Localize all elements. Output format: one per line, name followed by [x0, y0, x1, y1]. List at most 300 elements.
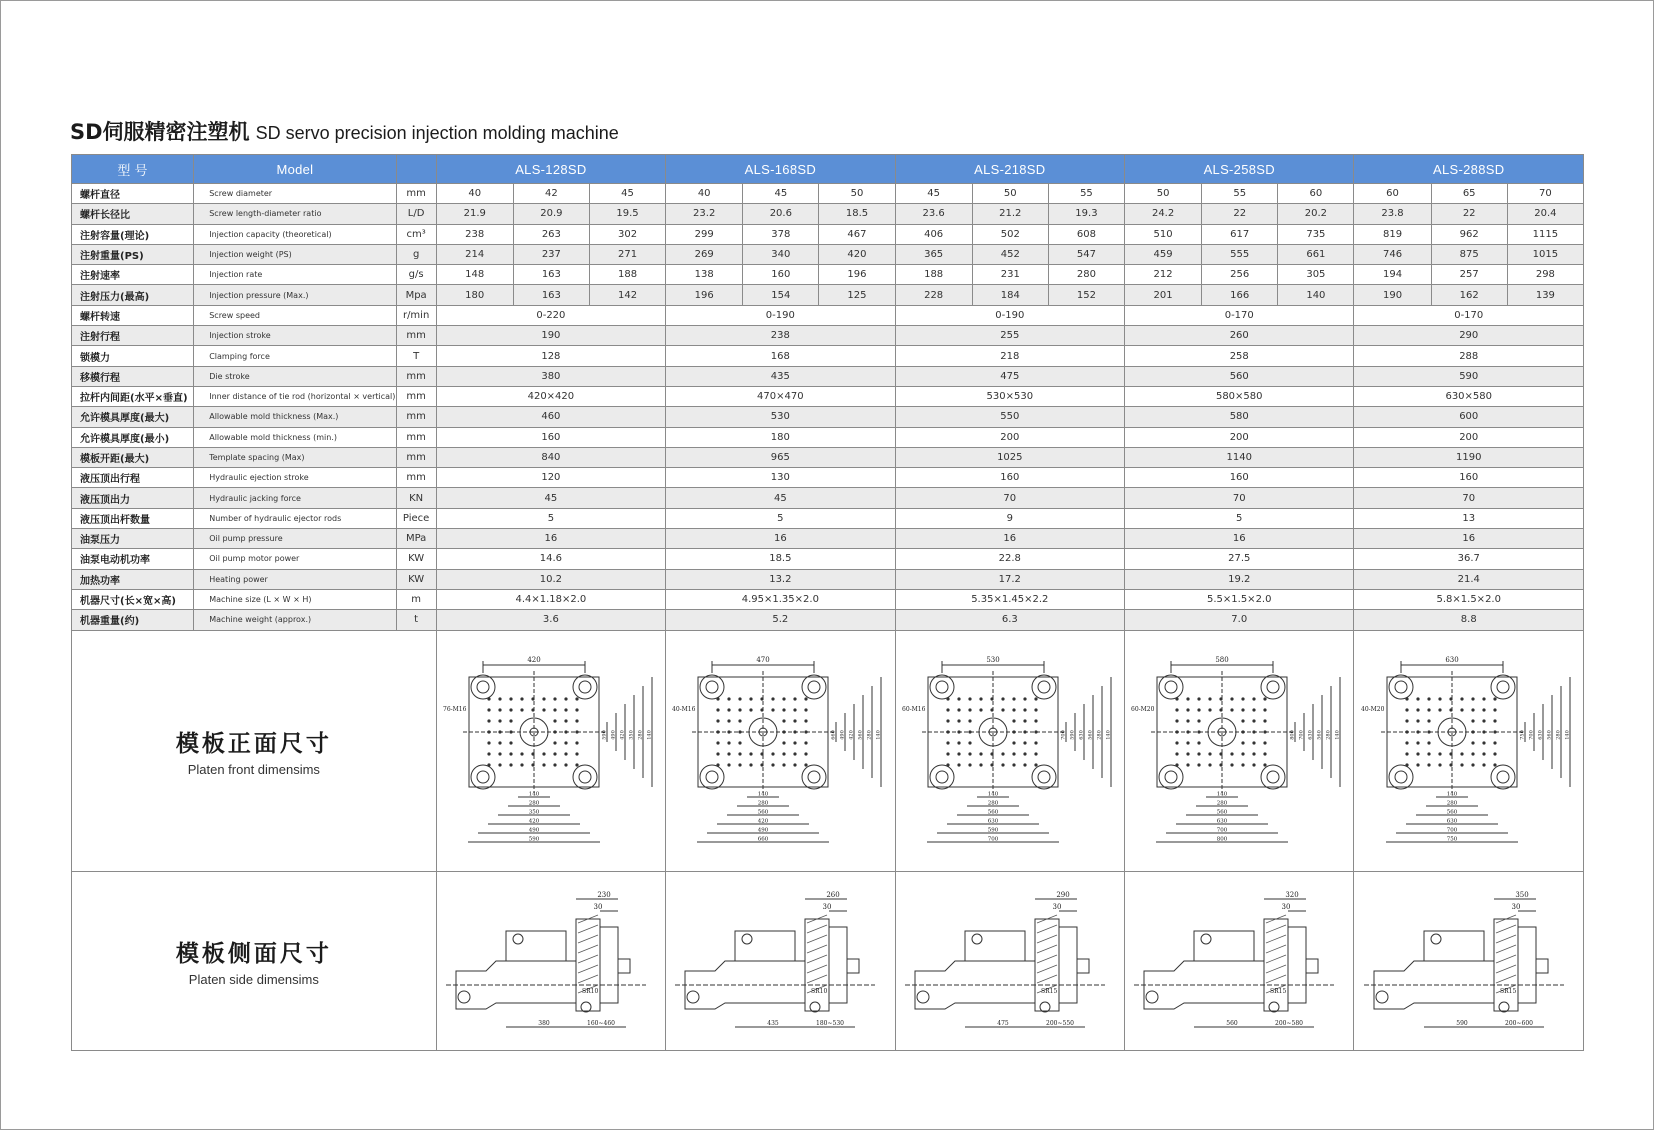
param-name-en: Screw length-diameter ratio — [194, 204, 396, 224]
param-unit: mm — [396, 468, 436, 488]
header-label-en: Model — [194, 155, 396, 184]
value-cell: 19.5 — [589, 204, 665, 224]
table-row — [72, 224, 1584, 244]
value-cell: 22 — [1202, 204, 1278, 224]
value-cell: 365 — [895, 244, 972, 264]
value-cell: 580×580 — [1125, 386, 1354, 406]
table-row — [72, 427, 1584, 447]
value-cell: 288 — [1354, 346, 1584, 366]
section-title-cn: 模板正面尺寸 — [175, 730, 332, 757]
value-cell: 166 — [1202, 285, 1278, 305]
param-unit: m — [396, 589, 436, 609]
value-cell: 190 — [1354, 285, 1431, 305]
dimension-label: 420 — [527, 655, 541, 664]
dimension-label: 750 — [1519, 729, 1526, 740]
platen-side-drawing — [905, 881, 1115, 1041]
param-name-cn: 注射行程 — [72, 326, 194, 346]
value-cell: 600 — [1354, 407, 1584, 427]
dimension-label: 700 — [1298, 729, 1305, 740]
section-title-en: Platen front dimensims — [187, 761, 320, 777]
value-cell: 228 — [895, 285, 972, 305]
dimension-label: 530 — [986, 655, 1000, 664]
dimension-label: 140 — [1564, 729, 1571, 740]
value-cell: 467 — [819, 224, 895, 244]
value-cell: 19.2 — [1125, 569, 1354, 589]
value-cell: 70 — [1125, 488, 1354, 508]
value-cell: 420 — [819, 244, 895, 264]
value-cell: 5 — [1125, 508, 1354, 528]
value-cell: 19.3 — [1048, 204, 1124, 224]
param-unit: g — [396, 244, 436, 264]
drawing-cell — [666, 630, 895, 871]
dimension-label: 30 — [1052, 902, 1062, 911]
value-cell: 0-220 — [436, 305, 665, 325]
value-cell: 290 — [1354, 326, 1584, 346]
dimension-label: 30 — [1511, 902, 1521, 911]
dimension-label: 260 — [826, 890, 841, 899]
dimension-label: 560 — [758, 809, 769, 816]
param-name-en: Injection rate — [194, 265, 396, 285]
param-name-en: Machine size (L × W × H) — [194, 589, 396, 609]
value-cell: 238 — [436, 224, 513, 244]
side-drawing-row — [72, 871, 1584, 1050]
platen-front-drawing — [1129, 637, 1349, 865]
value-cell: 5.5×1.5×2.0 — [1125, 589, 1354, 609]
value-cell: 16 — [666, 529, 895, 549]
table-row — [72, 468, 1584, 488]
dimension-label: 560 — [1546, 729, 1553, 740]
value-cell: 160 — [1125, 468, 1354, 488]
param-unit: mm — [396, 447, 436, 467]
drawing-cell — [895, 630, 1124, 871]
value-cell: 550 — [895, 407, 1124, 427]
value-cell: 459 — [1125, 244, 1202, 264]
dimension-label: 280 — [866, 729, 873, 740]
value-cell: 190 — [436, 326, 665, 346]
param-name-en: Number of hydraulic ejector rods — [194, 508, 396, 528]
value-cell: 45 — [589, 184, 665, 204]
value-cell: 420×420 — [436, 386, 665, 406]
value-cell: 65 — [1431, 184, 1507, 204]
dimension-label: 700 — [1528, 729, 1535, 740]
param-unit: KW — [396, 569, 436, 589]
value-cell: 590 — [1354, 366, 1584, 386]
value-cell: 13 — [1354, 508, 1584, 528]
param-name-cn: 液压顶出力 — [72, 488, 194, 508]
dimension-label: 590 — [1456, 1019, 1468, 1027]
title-chinese: SD伺服精密注塑机 — [70, 120, 250, 144]
header-model: ALS-168SD — [666, 155, 895, 184]
param-unit: mm — [396, 386, 436, 406]
value-cell: 125 — [819, 285, 895, 305]
table-row — [72, 549, 1584, 569]
param-name-cn: 移模行程 — [72, 366, 194, 386]
dimension-label: 420 — [848, 729, 855, 740]
dimension-label: 350 — [628, 729, 635, 740]
dimension-label: 280 — [1096, 729, 1103, 740]
platen-side-drawing — [675, 881, 885, 1041]
drawing-cell — [1354, 871, 1584, 1050]
value-cell: 962 — [1431, 224, 1507, 244]
drawing-cell — [436, 630, 665, 871]
dimension-label: 140 — [1216, 791, 1228, 798]
dimension-label: 140 — [987, 791, 999, 798]
dimension-label: 590 — [601, 729, 608, 740]
value-cell: 42 — [513, 184, 589, 204]
value-cell: 237 — [513, 244, 589, 264]
value-cell: 608 — [1048, 224, 1124, 244]
value-cell: 502 — [972, 224, 1048, 244]
param-name-en: Injection pressure (Max.) — [194, 285, 396, 305]
dimension-label: 320 — [1285, 890, 1299, 899]
section-title-cn: 模板侧面尺寸 — [175, 940, 332, 967]
value-cell: 23.6 — [895, 204, 972, 224]
dimension-label: 40-M20 — [1360, 705, 1385, 713]
value-cell: 875 — [1431, 244, 1507, 264]
param-name-en: Heating power — [194, 569, 396, 589]
value-cell: 21.2 — [972, 204, 1048, 224]
value-cell: 14.6 — [436, 549, 665, 569]
value-cell: 196 — [819, 265, 895, 285]
platen-front-drawing — [900, 637, 1120, 865]
param-name-cn: 注射重量(PS) — [72, 244, 194, 264]
header-unit — [396, 155, 436, 184]
section-label — [72, 871, 437, 1050]
value-cell: 819 — [1354, 224, 1431, 244]
platen-side-drawing — [1364, 881, 1574, 1041]
dimension-label: 580 — [1215, 655, 1229, 664]
table-row — [72, 589, 1584, 609]
value-cell: 452 — [972, 244, 1048, 264]
value-cell: 140 — [1278, 285, 1354, 305]
value-cell: 27.5 — [1125, 549, 1354, 569]
value-cell: 4.95×1.35×2.0 — [666, 589, 895, 609]
value-cell: 22.8 — [895, 549, 1124, 569]
platen-front-drawing — [1359, 637, 1579, 865]
param-name-cn: 螺杆转速 — [72, 305, 194, 325]
param-unit: KN — [396, 488, 436, 508]
value-cell: 196 — [666, 285, 743, 305]
dimension-label: 40-M16 — [672, 705, 696, 713]
value-cell: 5 — [666, 508, 895, 528]
value-cell: 238 — [666, 326, 895, 346]
value-cell: 16 — [436, 529, 665, 549]
header-model: ALS-218SD — [895, 155, 1124, 184]
value-cell: 231 — [972, 265, 1048, 285]
dimension-label: 30 — [1281, 902, 1291, 911]
dimension-label: 660 — [758, 836, 769, 843]
value-cell: 160 — [1354, 468, 1584, 488]
dimension-label: 800 — [1216, 836, 1228, 843]
param-name-cn: 机器尺寸(长×宽×高) — [72, 589, 194, 609]
value-cell: 212 — [1125, 265, 1202, 285]
header-model: ALS-288SD — [1354, 155, 1584, 184]
value-cell: 21.9 — [436, 204, 513, 224]
param-unit: mm — [396, 184, 436, 204]
value-cell: 148 — [436, 265, 513, 285]
param-name-cn: 注射速率 — [72, 265, 194, 285]
value-cell: 70 — [1507, 184, 1583, 204]
value-cell: 840 — [436, 447, 665, 467]
dimension-label: 560 — [1226, 1019, 1238, 1027]
param-name-cn: 允许模具厚度(最小) — [72, 427, 194, 447]
value-cell: 128 — [436, 346, 665, 366]
value-cell: 280 — [1048, 265, 1124, 285]
value-cell: 530 — [666, 407, 895, 427]
value-cell: 547 — [1048, 244, 1124, 264]
value-cell: 378 — [743, 224, 819, 244]
dimension-label: 800 — [1289, 729, 1296, 740]
dimension-label: SR15 — [1040, 987, 1058, 995]
param-name-en: Injection weight (PS) — [194, 244, 396, 264]
value-cell: 180 — [666, 427, 895, 447]
value-cell: 200 — [1354, 427, 1584, 447]
dimension-label: 200~580 — [1275, 1019, 1304, 1027]
param-unit: cm³ — [396, 224, 436, 244]
dimension-label: 630 — [1445, 655, 1459, 664]
param-unit: KW — [396, 549, 436, 569]
spec-table — [71, 154, 1584, 1051]
value-cell: 160 — [895, 468, 1124, 488]
value-cell: 8.8 — [1354, 610, 1584, 630]
table-row — [72, 366, 1584, 386]
value-cell: 138 — [666, 265, 743, 285]
value-cell: 20.2 — [1278, 204, 1354, 224]
value-cell: 17.2 — [895, 569, 1124, 589]
dimension-label: 700 — [1446, 827, 1457, 834]
value-cell: 3.6 — [436, 610, 665, 630]
value-cell: 258 — [1125, 346, 1354, 366]
value-cell: 340 — [743, 244, 819, 264]
dimension-label: 140 — [758, 791, 769, 798]
value-cell: 10.2 — [436, 569, 665, 589]
param-unit: r/min — [396, 305, 436, 325]
dimension-label: 140 — [875, 729, 882, 740]
value-cell: 21.4 — [1354, 569, 1584, 589]
value-cell: 1115 — [1507, 224, 1583, 244]
dimension-label: 420 — [528, 818, 540, 825]
table-row — [72, 488, 1584, 508]
header-row — [72, 155, 1584, 184]
value-cell: 406 — [895, 224, 972, 244]
value-cell: 45 — [436, 488, 665, 508]
dimension-label: 180~530 — [816, 1019, 845, 1027]
value-cell: 23.8 — [1354, 204, 1431, 224]
value-cell: 302 — [589, 224, 665, 244]
drawing-cell — [436, 871, 665, 1050]
value-cell: 257 — [1431, 265, 1507, 285]
dimension-label: 380 — [538, 1019, 550, 1027]
param-unit: L/D — [396, 204, 436, 224]
section-title-en: Platen side dimensims — [188, 971, 319, 987]
param-name-en: Screw diameter — [194, 184, 396, 204]
value-cell: 36.7 — [1354, 549, 1584, 569]
param-unit: g/s — [396, 265, 436, 285]
dimension-label: 60-M16 — [901, 705, 926, 713]
param-name-cn: 螺杆长径比 — [72, 204, 194, 224]
value-cell: 560 — [1125, 366, 1354, 386]
dimension-label: 60-M20 — [1131, 705, 1155, 713]
value-cell: 305 — [1278, 265, 1354, 285]
value-cell: 13.2 — [666, 569, 895, 589]
value-cell: 50 — [972, 184, 1048, 204]
param-unit: MPa — [396, 529, 436, 549]
dimension-label: 280 — [1446, 800, 1457, 807]
value-cell: 152 — [1048, 285, 1124, 305]
param-name-en: Clamping force — [194, 346, 396, 366]
value-cell: 380 — [436, 366, 665, 386]
param-name-en: Oil pump pressure — [194, 529, 396, 549]
value-cell: 4.4×1.18×2.0 — [436, 589, 665, 609]
value-cell: 0-170 — [1354, 305, 1584, 325]
value-cell: 194 — [1354, 265, 1431, 285]
value-cell: 130 — [666, 468, 895, 488]
value-cell: 168 — [666, 346, 895, 366]
dimension-label: 200~550 — [1045, 1019, 1074, 1027]
table-row — [72, 346, 1584, 366]
dimension-label: 490 — [528, 827, 540, 834]
value-cell: 16 — [895, 529, 1124, 549]
param-unit: Mpa — [396, 285, 436, 305]
dimension-label: 76-M16 — [442, 705, 467, 713]
value-cell: 0-170 — [1125, 305, 1354, 325]
dimension-label: 140 — [1105, 729, 1112, 740]
value-cell: 18.5 — [819, 204, 895, 224]
drawing-cell — [895, 871, 1124, 1050]
title-english: SD servo precision injection molding machine — [255, 123, 619, 143]
table-row — [72, 326, 1584, 346]
value-cell: 201 — [1125, 285, 1202, 305]
param-name-cn: 注射压力(最高) — [72, 285, 194, 305]
value-cell: 530×530 — [895, 386, 1124, 406]
dimension-label: SR10 — [811, 987, 828, 995]
dimension-label: 420 — [758, 818, 769, 825]
value-cell: 5 — [436, 508, 665, 528]
value-cell: 299 — [666, 224, 743, 244]
value-cell: 218 — [895, 346, 1124, 366]
table-row — [72, 386, 1584, 406]
table-row — [72, 508, 1584, 528]
value-cell: 55 — [1048, 184, 1124, 204]
value-cell: 45 — [666, 488, 895, 508]
table-row — [72, 204, 1584, 224]
value-cell: 746 — [1354, 244, 1431, 264]
value-cell: 580 — [1125, 407, 1354, 427]
dimension-label: 490 — [839, 729, 846, 740]
dimension-label: SR15 — [1270, 987, 1287, 995]
dimension-label: 30 — [593, 902, 603, 911]
dimension-label: 280 — [637, 729, 644, 740]
value-cell: 1025 — [895, 447, 1124, 467]
dimension-label: 560 — [987, 809, 999, 816]
value-cell: 735 — [1278, 224, 1354, 244]
dimension-label: 590 — [987, 827, 999, 834]
value-cell: 50 — [819, 184, 895, 204]
dimension-label: 200~600 — [1504, 1019, 1533, 1027]
value-cell: 510 — [1125, 224, 1202, 244]
value-cell: 188 — [895, 265, 972, 285]
value-cell: 263 — [513, 224, 589, 244]
dimension-label: 350 — [528, 809, 540, 816]
dimension-label: 630 — [1307, 729, 1314, 740]
table-row — [72, 569, 1584, 589]
dimension-label: 420 — [619, 729, 626, 740]
value-cell: 160 — [436, 427, 665, 447]
value-cell: 1015 — [1507, 244, 1583, 264]
value-cell: 5.35×1.45×2.2 — [895, 589, 1124, 609]
dimension-label: 475 — [997, 1019, 1009, 1027]
value-cell: 50 — [1125, 184, 1202, 204]
value-cell: 256 — [1202, 265, 1278, 285]
table-row — [72, 447, 1584, 467]
value-cell: 16 — [1125, 529, 1354, 549]
value-cell: 298 — [1507, 265, 1583, 285]
param-name-en: Hydraulic ejection stroke — [194, 468, 396, 488]
value-cell: 18.5 — [666, 549, 895, 569]
dimension-label: 630 — [987, 818, 999, 825]
value-cell: 200 — [895, 427, 1124, 447]
dimension-label: 140 — [646, 729, 653, 740]
value-cell: 20.4 — [1507, 204, 1583, 224]
value-cell: 70 — [1354, 488, 1584, 508]
value-cell: 40 — [666, 184, 743, 204]
value-cell: 271 — [589, 244, 665, 264]
value-cell: 184 — [972, 285, 1048, 305]
value-cell: 55 — [1202, 184, 1278, 204]
dimension-label: 700 — [1060, 729, 1067, 740]
value-cell: 7.0 — [1125, 610, 1354, 630]
table-row — [72, 407, 1584, 427]
value-cell: 20.6 — [743, 204, 819, 224]
param-unit: mm — [396, 427, 436, 447]
page-title — [70, 116, 619, 148]
param-name-en: Injection stroke — [194, 326, 396, 346]
value-cell: 45 — [743, 184, 819, 204]
param-name-cn: 液压顶出杆数量 — [72, 508, 194, 528]
value-cell: 45 — [895, 184, 972, 204]
param-unit: mm — [396, 326, 436, 346]
value-cell: 60 — [1354, 184, 1431, 204]
value-cell: 435 — [666, 366, 895, 386]
value-cell: 1190 — [1354, 447, 1584, 467]
platen-front-drawing — [670, 637, 890, 865]
param-name-cn: 加热功率 — [72, 569, 194, 589]
platen-front-drawing — [441, 637, 661, 865]
value-cell: 269 — [666, 244, 743, 264]
value-cell: 5.2 — [666, 610, 895, 630]
value-cell: 630×580 — [1354, 386, 1584, 406]
dimension-label: 140 — [528, 791, 540, 798]
param-unit: t — [396, 610, 436, 630]
value-cell: 9 — [895, 508, 1124, 528]
value-cell: 1140 — [1125, 447, 1354, 467]
value-cell: 180 — [436, 285, 513, 305]
param-name-en: Oil pump motor power — [194, 549, 396, 569]
dimension-label: 560 — [857, 729, 864, 740]
value-cell: 470×470 — [666, 386, 895, 406]
param-unit: mm — [396, 407, 436, 427]
value-cell: 142 — [589, 285, 665, 305]
value-cell: 16 — [1354, 529, 1584, 549]
dimension-label: 350 — [1515, 890, 1529, 899]
value-cell: 661 — [1278, 244, 1354, 264]
header-model: ALS-258SD — [1125, 155, 1354, 184]
table-row — [72, 610, 1584, 630]
dimension-label: 435 — [767, 1019, 780, 1027]
param-name-en: Hydraulic jacking force — [194, 488, 396, 508]
table-row — [72, 244, 1584, 264]
value-cell: 40 — [436, 184, 513, 204]
